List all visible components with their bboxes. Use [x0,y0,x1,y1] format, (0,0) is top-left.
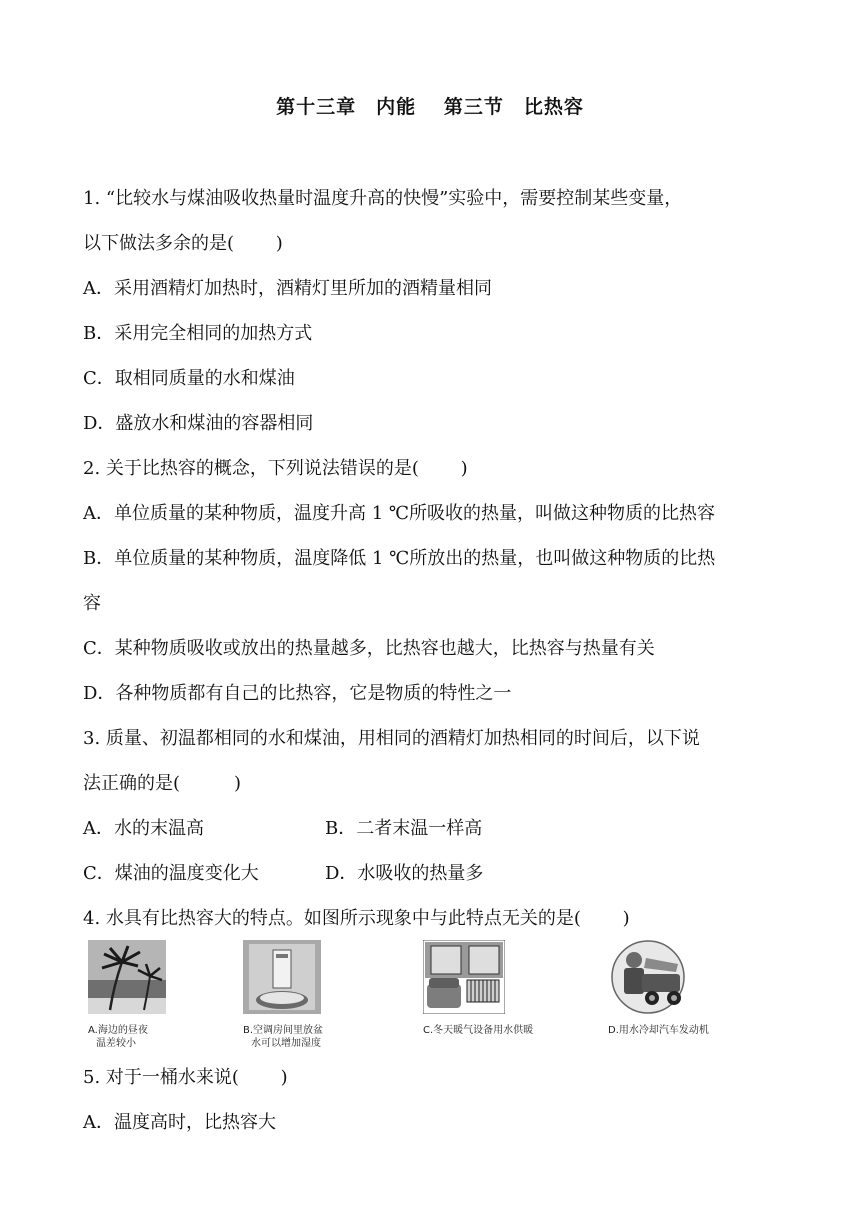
q4-figure-b-caption-line1: B.空调房间里放盆 [243,1025,324,1036]
q1-option-d: D．盛放水和煤油的容器相同 [83,413,314,434]
q3-stem-line2: 法正确的是( ) [83,773,242,794]
q4-figure-d-caption-line1: D.用水冷却汽车发动机 [608,1025,709,1036]
q4-figure-c [423,940,533,1037]
q2-option-b-line1: B．单位质量的某种物质，温度降低 1 ℃所放出的热量，也叫做这种物质的比热 [83,548,716,569]
q3-option-d: D．水吸收的热量多 [325,863,484,884]
q5-stem: 5. 对于一桶水来说( ) [83,1067,288,1088]
q4-figures [83,940,783,1055]
q3-options-row1 [83,814,483,840]
q4-figure-a-caption-line2: 温差较小 [96,1038,136,1049]
q5-option-a: A．温度高时，比热容大 [83,1112,276,1133]
q4-figure-a-caption [88,1024,166,1050]
q4-figure-a-caption-line1: A.海边的昼夜 [88,1025,148,1036]
q2-option-a: A．单位质量的某种物质，温度升高 1 ℃所吸收的热量，叫做这种物质的比热容 [83,503,716,524]
q3-option-a: A．水的末温高 [83,818,204,839]
q4-figure-d-caption [608,1024,709,1037]
q3-option-c: C．煤油的温度变化大 [83,863,259,884]
q4-figure-b-caption-line2: 水可以增加湿度 [251,1038,321,1049]
car-engine-mechanic-icon [608,940,688,1014]
humidifier-basin-icon [243,940,321,1014]
q4-figure-c-caption [423,1024,533,1037]
q4-figure-c-caption-line1: C.冬天暖气设备用水供暖 [423,1025,534,1036]
q3-options-row2 [83,859,484,885]
seaside-palm-icon [88,940,166,1014]
page-title [0,92,860,119]
section-title: 第三节 比热容 [443,96,584,118]
q2-option-b-line2: 容 [83,593,101,614]
q1-stem-line1: 1. “比较水与煤油吸收热量时温度升高的快慢”实验中，需要控制某些变量， [83,188,683,209]
q4-figure-d [608,940,709,1037]
q3-option-b: B．二者末温一样高 [325,818,483,839]
q4-figure-b [243,940,323,1050]
q3-stem-line1: 3. 质量、初温都相同的水和煤油，用相同的酒精灯加热相同的时间后，以下说 [83,728,700,749]
radiator-room-icon [423,940,505,1014]
q1-stem-line2: 以下做法多余的是( ) [83,233,283,254]
q1-option-a: A．采用酒精灯加热时，酒精灯里所加的酒精量相同 [83,278,492,299]
q1-option-c: C．取相同质量的水和煤油 [83,368,295,389]
q1-option-b: B．采用完全相同的加热方式 [83,323,313,344]
q4-figure-b-caption [243,1024,323,1050]
q2-option-c: C．某种物质吸收或放出的热量越多，比热容也越大，比热容与热量有关 [83,638,655,659]
q4-stem: 4. 水具有比热容大的特点。如图所示现象中与此特点无关的是( ) [83,908,630,929]
chapter-title: 第十三章 内能 [276,96,417,118]
q2-stem: 2. 关于比热容的概念，下列说法错误的是( ) [83,458,468,479]
q2-option-d: D．各种物质都有自己的比热容，它是物质的特性之一 [83,683,512,704]
q4-figure-a [88,940,166,1050]
